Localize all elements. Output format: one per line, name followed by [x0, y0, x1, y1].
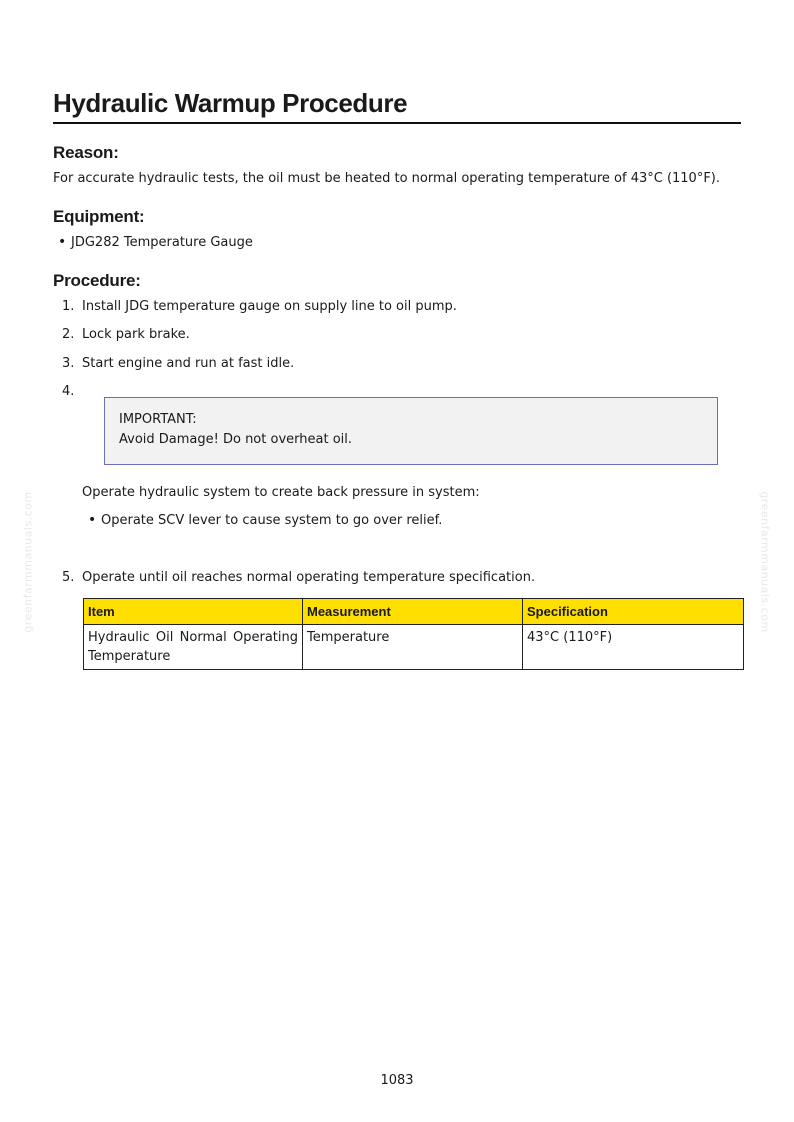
equipment-item: • JDG282 Temperature Gauge [71, 234, 253, 252]
specification-table [83, 598, 744, 670]
step-1-text: Install JDG temperature gauge on supply line to oil pump. [82, 299, 457, 314]
step-2-number: 2. [62, 327, 75, 342]
watermark-right: greenfarmmanuals.com [758, 491, 772, 633]
step-1-number: 1. [62, 299, 75, 314]
reason-heading: Reason: [53, 143, 119, 162]
header-measurement: Measurement [303, 599, 523, 625]
equipment-heading: Equipment: [53, 207, 145, 226]
step-4-text: Operate hydraulic system to create back pressure in system: [82, 485, 480, 500]
step-3-number: 3. [62, 356, 75, 371]
watermark-left: greenfarmmanuals.com [21, 491, 35, 633]
procedure-heading: Procedure: [53, 271, 141, 290]
step-4-number: 4. [62, 384, 75, 399]
cell-item: Hydraulic Oil Normal Operating Temperature [84, 625, 303, 670]
important-label: IMPORTANT: [119, 412, 197, 427]
table-row [84, 625, 744, 670]
reason-text: For accurate hydraulic tests, the oil must be heated to normal operating temperature of 43°C (110°F). [53, 171, 721, 186]
step-5-text: Operate until oil reaches normal operating temperature specification. [82, 570, 536, 585]
page-title: Hydraulic Warmup Procedure [53, 86, 741, 124]
step-5-number: 5. [62, 570, 75, 585]
header-specification: Specification [523, 599, 744, 625]
page-number: 1083 [380, 1073, 414, 1088]
step-3-text: Start engine and run at fast idle. [82, 356, 295, 371]
cell-specification: 43°C (110°F) [523, 625, 744, 670]
important-text: Avoid Damage! Do not overheat oil. [119, 432, 352, 447]
cell-measurement: Temperature [303, 625, 523, 670]
important-notice [104, 397, 718, 465]
step-4-bullet: • Operate SCV lever to cause system to go over relief. [101, 512, 442, 530]
table-header-row [84, 599, 744, 625]
header-item: Item [84, 599, 303, 625]
step-2-text: Lock park brake. [82, 327, 190, 342]
